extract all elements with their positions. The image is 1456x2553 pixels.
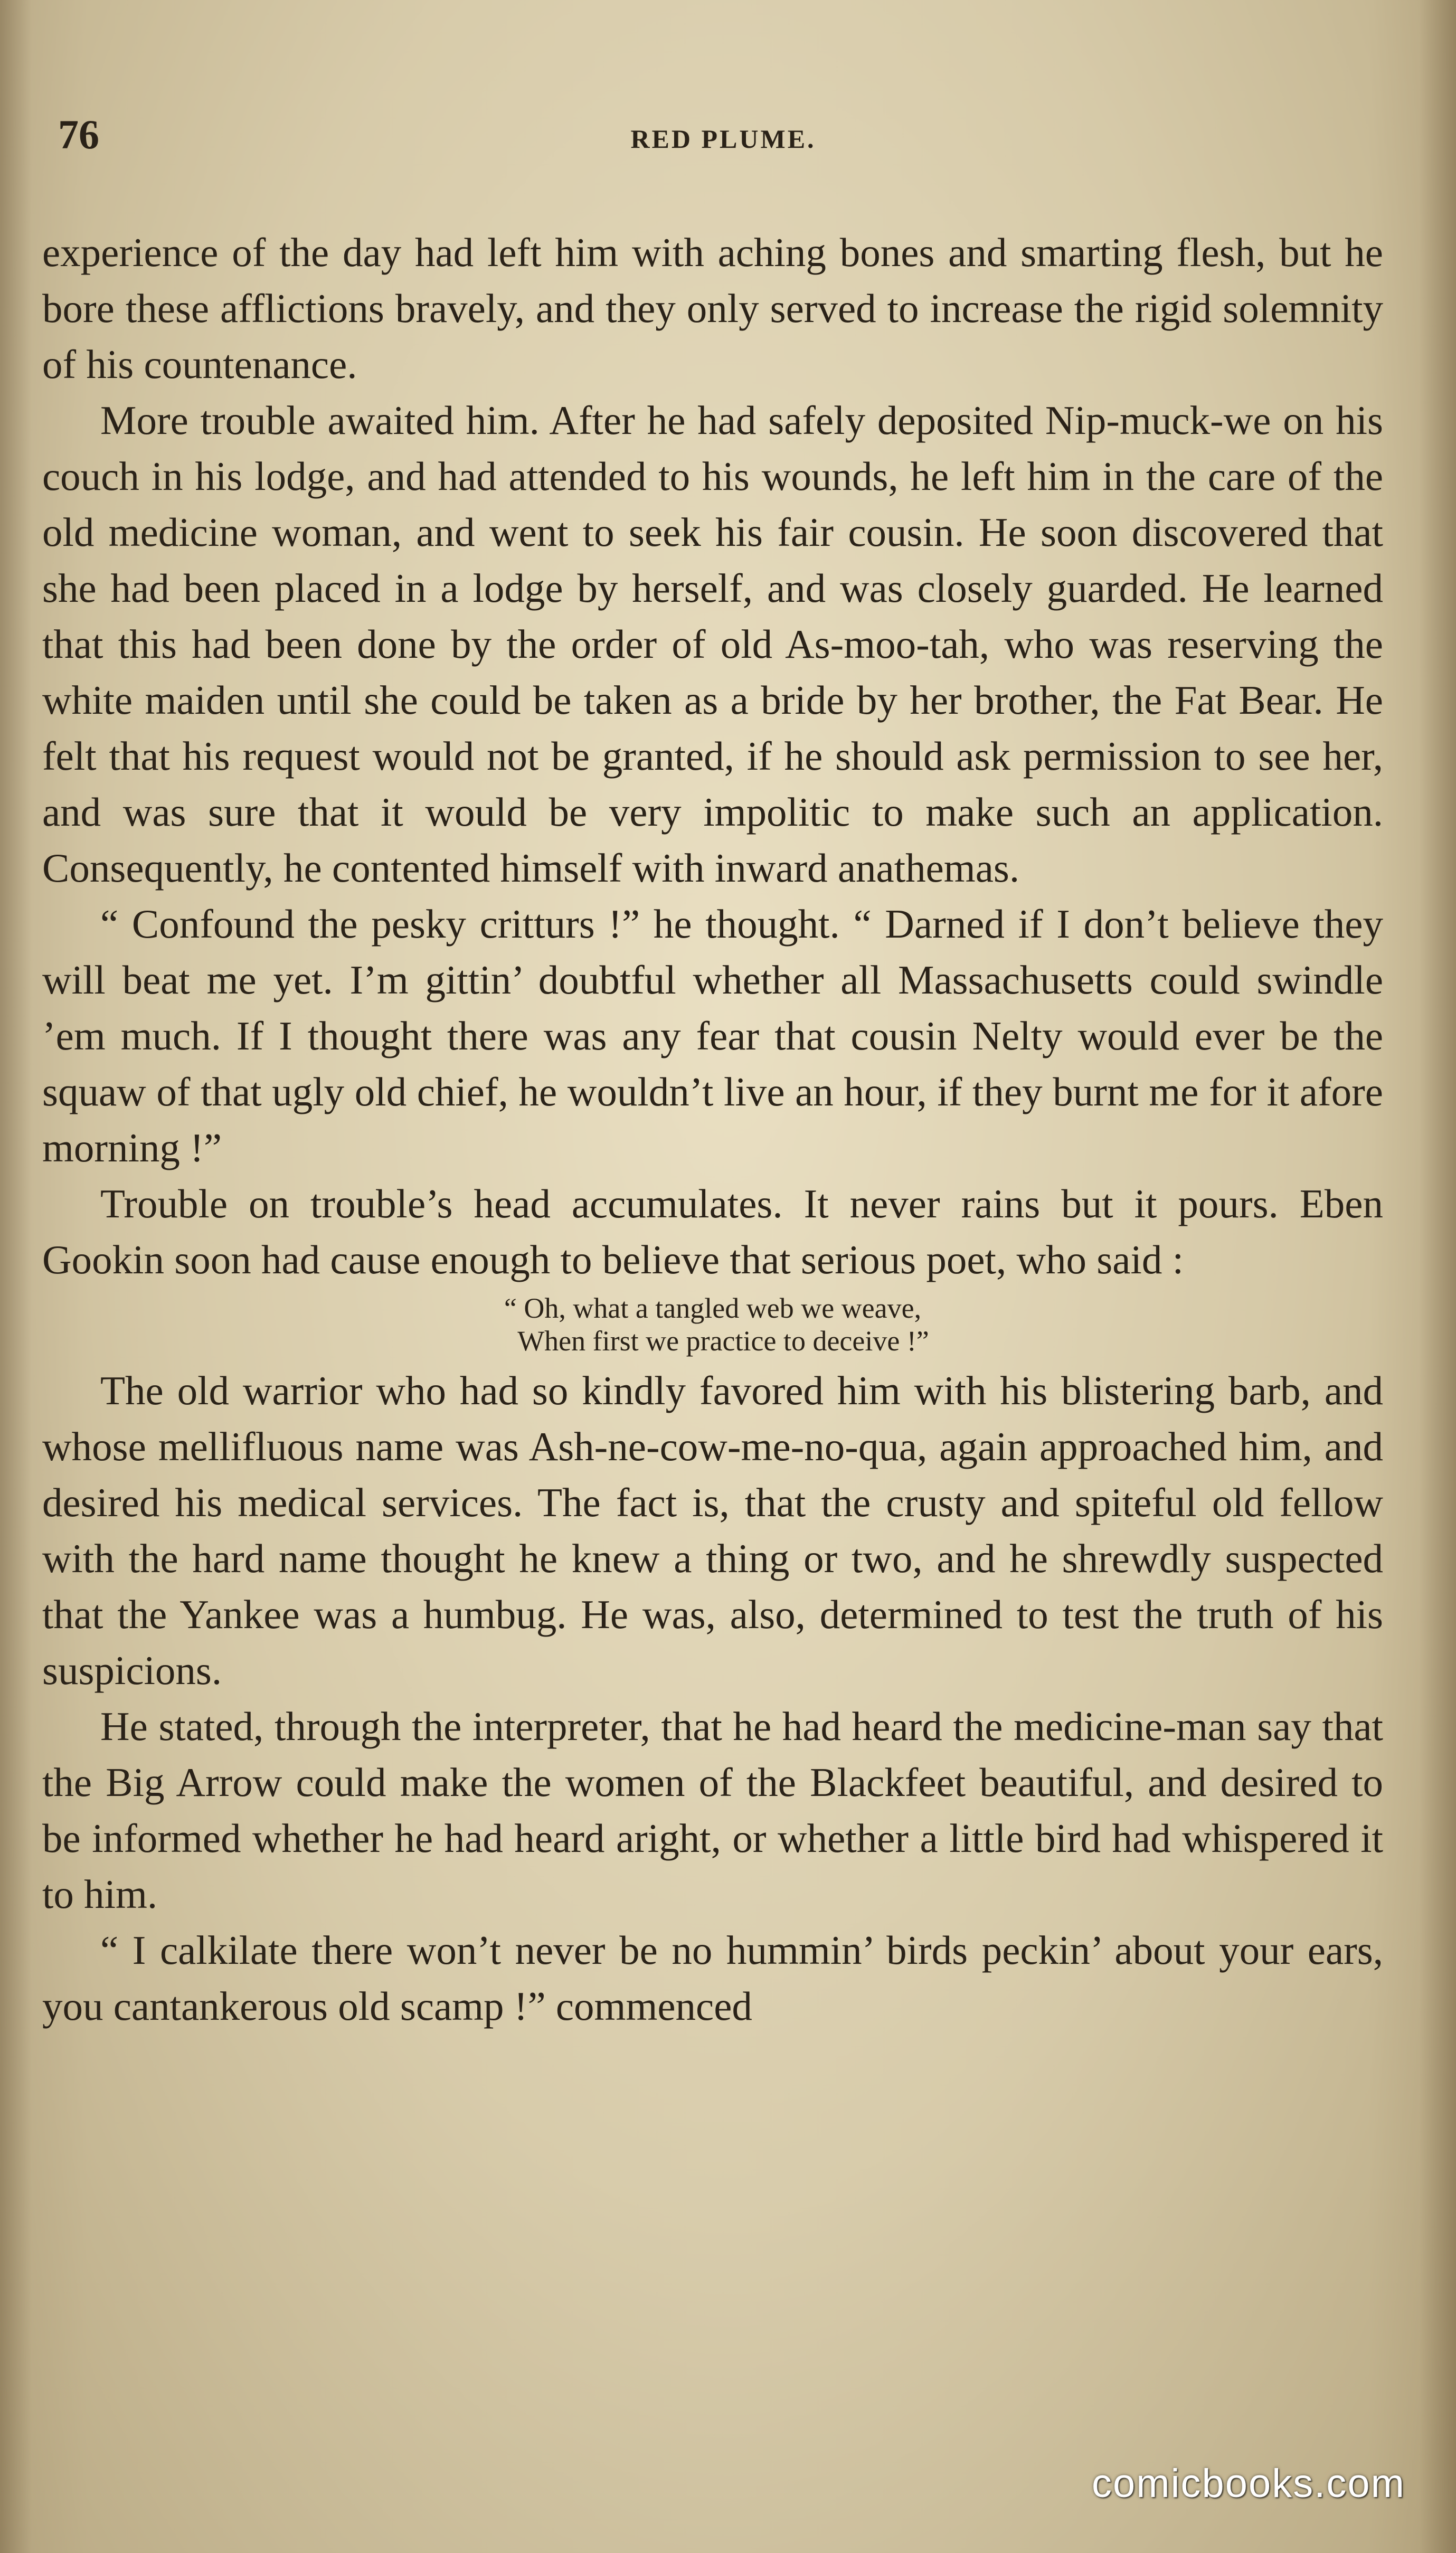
- body-text: [42, 224, 1383, 2034]
- paragraph: Trouble on trouble’s head accumulates. It never rains but it pours. Eben Gookin soon had cause enough to believe that serious poet, who said :: [42, 1181, 1383, 1282]
- paragraph: He stated, through the interpreter, that he had heard the medicine-man say that the Big Arrow could make the women of the Blackfeet beautiful, and desired to be informed whether he had heard aright, or whether a little bird had whispered it to him.: [42, 1704, 1383, 1917]
- site-watermark: comicbooks.com: [1092, 2461, 1405, 2506]
- page-edge-shadow-right: [1419, 0, 1456, 2553]
- page-number: 76: [58, 111, 99, 157]
- verse-line: “ Oh, what a tangled web we weave,: [504, 1292, 922, 1324]
- verse-quotation: [42, 1292, 1383, 1357]
- paragraph: “ Confound the pesky critturs !” he thought. “ Darned if I don’t believe they will beat me yet. I’m gittin’ doubtful whether all Massachusetts could swindle ’em much. If I thought there was any fear that cousin Nelty would ever be the squaw of that ugly old chief, he wouldn’t live an hour, if they burnt me for it afore morning !”: [42, 901, 1383, 1170]
- paragraph: experience of the day had left him with aching bones and smarting flesh, but he bore these afflictions bravely, and they only served to increase the rigid solemnity of his countenance.: [42, 230, 1383, 387]
- paragraph: More trouble awaited him. After he had safely deposited Nip-muck-we on his couch in his lodge, and had attended to his wounds, he left him in the care of the old medicine woman, and went to seek his fair cousin. He soon discovered that she had been placed in a lodge by herself, and was closely guarded. He learned that this had been done by the order of old As-moo-tah, who was reserving the white maiden until she could be taken as a bride by her brother, the Fat Bear. He felt that his request would not be granted, if he should ask permission to see her, and was sure that it would be very impolitic to make such an application. Consequently, he contented himself with inward anathemas.: [42, 398, 1383, 891]
- verse-line: When first we practice to deceive !”: [517, 1325, 929, 1357]
- page-header: [58, 111, 1388, 169]
- paragraph: “ I calkilate there won’t never be no hummin’ birds peckin’ about your ears, you cantankerous old scamp !” commenced: [42, 1927, 1383, 2029]
- running-head: RED PLUME.: [630, 124, 816, 154]
- paragraph: The old warrior who had so kindly favored him with his blistering barb, and whose mellifluous name was Ash-ne-cow-me-no-qua, again approached him, and desired his medical services. The fact is, that the crusty and spiteful old fellow with the hard name thought he knew a thing or two, and he shrewdly suspected that the Yankee was a humbug. He was, also, determined to test the truth of his suspicions.: [42, 1368, 1383, 1693]
- page-edge-shadow-left: [0, 0, 32, 2553]
